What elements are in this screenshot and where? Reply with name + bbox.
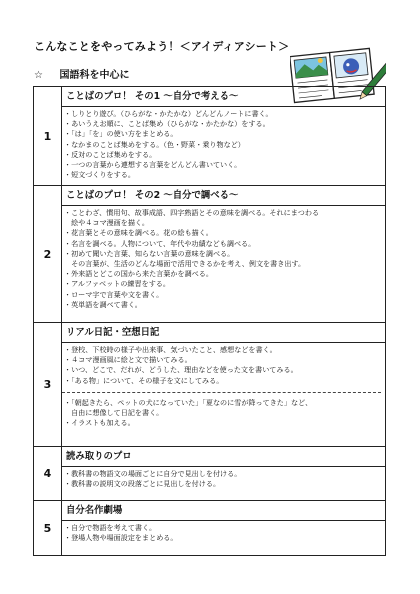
list-item: ・登校、下校時の様子や出来事、気づいたこと、感想などを書く。 [64,345,277,354]
row-heading: ことばのプロ！ その1 〜自分で考える〜 [62,87,385,107]
list-item: ・あいうえお順に、ことば集め（ひらがな・かたかな）をする。 [64,119,270,129]
row-heading: 読み取りのプロ [62,447,385,467]
row-number: 1 [34,87,62,185]
row-body [64,345,381,428]
row-body [64,208,381,310]
idea-row-1 [34,87,385,186]
section-subtitle [34,66,129,81]
row-body [64,523,381,543]
list-item: ・教科書の説明文の段落ごとに見出しを付ける。 [64,479,221,489]
list-item: その言葉が、生活のどんな場面で活用できるかを考え、例文を書き出す。 [64,259,306,269]
idea-row-4 [34,447,385,501]
idea-row-2 [34,186,385,323]
row-body [64,469,381,489]
list-item: ・名言を調べる。人物について、年代や功績なども調べる。 [64,238,256,248]
subtitle-text: 国語科を中心に [59,70,130,81]
list-item: ・教科書の物語文の場面ごとに自分で見出しを付ける。 [64,469,242,478]
row-heading: ことばのプロ！ その2 〜自分で調べる〜 [62,186,385,206]
list-item: ・反対のことば集めをする。 [64,149,157,159]
list-item: ・「朝起きたら、ペットの犬になっていた」「夏なのに雪が降ってきた」など、 [64,397,313,407]
list-item: ・イラストも加える。 [64,418,135,428]
list-item: 絵や４コマ漫画を描く。 [64,218,149,228]
row-number: 5 [34,501,62,555]
row-heading: リアル日記・空想日記 [62,323,385,343]
list-item: ・一つの言葉から連想する言葉をどんどん書いていく。 [64,160,242,170]
row-number: 4 [34,447,62,500]
row-body [64,109,381,180]
list-item: ・「ある物」について、その様子を文にしてみる。 [64,375,224,385]
row-number: 3 [34,323,62,446]
list-item: ・４コマ漫画風に絵と文で描いてみる。 [64,355,192,365]
list-item: ・「は」「を」の使い方をまとめる。 [64,129,178,139]
list-item: ・英単語を調べて書く。 [64,299,142,309]
list-item: ・外来語とどこの国から来た言葉かを調べる。 [64,269,213,279]
row-number: 2 [34,186,62,322]
dashed-divider [62,392,381,393]
page-title: こんなことをやってみよう！＜アイディアシート＞ [34,40,290,53]
star-icon: ☆ [34,70,43,81]
row-heading: 自分名作劇場 [62,501,385,521]
idea-row-5 [34,501,385,555]
list-item: ・ことわざ、慣用句、故事成語、四字熟語とその意味を調べる。それにまつわる [64,208,320,217]
list-item: ・なかまのことば集めをする。（色・野菜・乗り物など） [64,139,245,149]
list-item: ・初めて聞いた言葉、知らない言葉の意味を調べる。 [64,248,235,258]
list-item: ・登場人物や場面設定をまとめる。 [64,533,178,543]
list-item: ・花言葉とその意味を調べる。花の絵も描く。 [64,228,213,238]
list-item: ・アルファベットの練習をする。 [64,279,170,289]
list-item: 自由に想像して日記を書く。 [64,408,164,418]
list-item: ・いつ、どこで、だれが、どうした、理由などを使った文を書いてみる。 [64,365,298,375]
idea-row-3 [34,323,385,447]
list-item: ・短文づくりをする。 [64,170,135,180]
list-item: ・自分で物語を考えて書く。 [64,523,157,532]
idea-sheet-table [33,86,386,556]
list-item: ・ローマ字で言葉や文を書く。 [64,289,164,299]
list-item: ・しりとり遊び。（ひらがな・かたかな）どんどんノートに書く。 [64,109,273,118]
